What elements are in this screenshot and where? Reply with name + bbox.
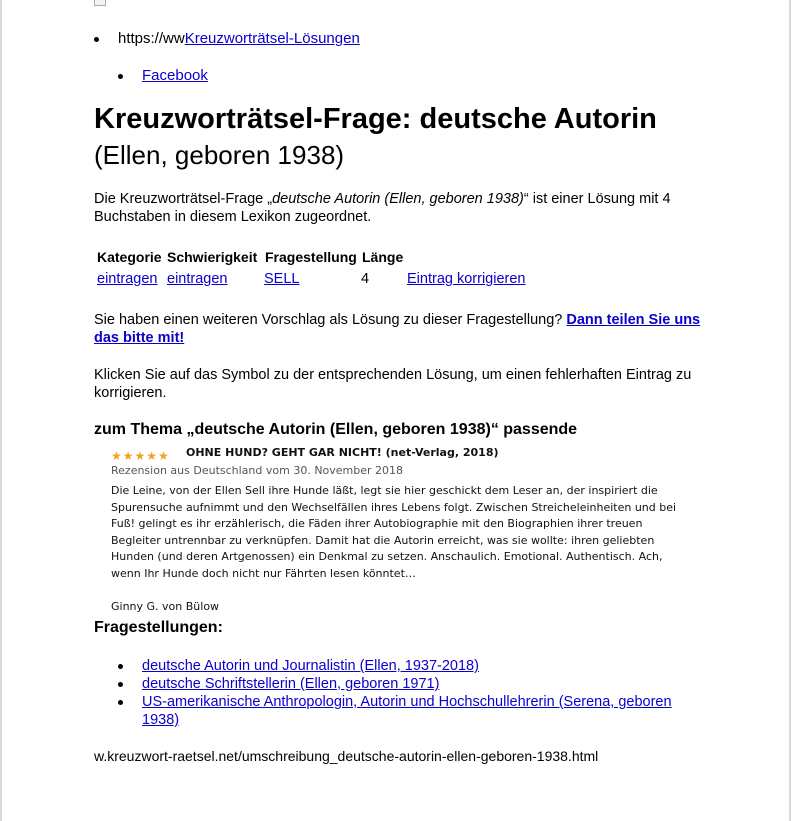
broken-image-icon	[94, 0, 106, 6]
bullet-icon	[118, 700, 123, 705]
suggestion-text: Sie haben einen weiteren Vorschlag als Lösung zu dieser Fragestellung?	[94, 312, 567, 328]
review-author: Ginny G. von Bülow	[111, 600, 220, 613]
list-item	[118, 693, 678, 729]
solutions-link[interactable]: Kreuzworträtsel-Lösungen	[184, 30, 360, 47]
suggestion-paragraph	[94, 311, 704, 347]
question-link[interactable]: deutsche Autorin und Journalistin (Ellen, 1937-2018)	[142, 658, 479, 674]
star-rating-icon: ★★★★★	[111, 449, 170, 463]
list-item	[118, 657, 678, 675]
review-meta: Rezension aus Deutschland vom 30. November 2018	[111, 464, 404, 477]
category-link[interactable]: eintragen	[97, 271, 158, 287]
difficulty-link[interactable]: eintragen	[167, 271, 228, 287]
question-link[interactable]: US-amerikanische Anthropologin, Autorin und Hochschullehrerin (Serena, geboren 1938)	[142, 694, 672, 728]
table-header-length: Länge	[362, 249, 404, 265]
review-rating	[111, 445, 170, 464]
bullet-icon	[94, 37, 99, 42]
page-left-border	[0, 0, 2, 821]
table-header-difficulty: Schwierigkeit	[167, 249, 258, 265]
review-body: Die Leine, von der Ellen Sell ihre Hunde läßt, legt sie hier geschickt dem Leser an, der inspiriert die Spurensuche aufnimmt und den Wechselfällen ihres Lebens folgt. Zwischen Streicheleinheiten und bei Fuß! gelingt es ihr erzählerisch, die Fäden ihrer Autobiographie mit den Biographien ihrer treuen Begleiter untrennbar zu verknüpfen. Damit hat die Autorin erreicht, was sie wollte: ihren geliebten Hunden (und deren Artgenossen) ein Denkmal zu setzen. Anschaulich. Emotional. Authentisch. Ach, wenn Ihr Hunde doch nicht nur Fährten lesen könntet…	[111, 484, 677, 580]
intro-suffix: “ ist einer Lösung mit 4 Buchstaben in diesem Lexikon zugeordnet.	[94, 191, 671, 225]
bullet-icon	[118, 682, 123, 687]
intro-paragraph	[94, 190, 704, 226]
topic-heading: zum Thema „deutsche Autorin (Ellen, geboren 1938)“ passende	[94, 421, 578, 438]
list-item	[118, 675, 678, 693]
intro-question: deutsche Autorin (Ellen, geboren 1938)	[272, 191, 524, 207]
questions-heading: Fragestellungen:	[94, 619, 223, 636]
suggestion-link[interactable]: Dann teilen Sie uns das bitte mit!	[94, 312, 701, 346]
answer-link[interactable]: SELL	[264, 271, 300, 287]
table-header-category: Kategorie	[97, 249, 162, 265]
table-header-question: Fragestellung	[265, 249, 357, 265]
questions-list	[118, 657, 678, 729]
intro-prefix: Die Kreuzworträtsel-Frage „	[94, 191, 273, 207]
answer-length: 4	[361, 271, 370, 287]
facebook-link[interactable]: Facebook	[142, 67, 208, 84]
bullet-icon	[118, 664, 123, 669]
correct-entry-link[interactable]: Eintrag korrigieren	[407, 271, 526, 287]
page-title: Kreuzworträtsel-Frage: deutsche Autorin	[94, 103, 657, 135]
instruction-paragraph: Klicken Sie auf das Symbol zu der entsprechenden Lösung, um einen fehlerhaften Eintrag zu korrigieren.	[94, 367, 692, 401]
page-subtitle: (Ellen, geboren 1938)	[94, 140, 345, 170]
review-title: OHNE HUND? GEHT GAR NICHT! (net-Verlag, 2018)	[186, 446, 499, 459]
bullet-icon	[118, 74, 123, 79]
footer-url: w.kreuzwort-raetsel.net/umschreibung_deutsche-autorin-ellen-geboren-1938.html	[94, 748, 599, 764]
site-url-prefix: https://ww	[118, 30, 185, 47]
question-link[interactable]: deutsche Schriftstellerin (Ellen, geboren 1971)	[142, 676, 440, 692]
